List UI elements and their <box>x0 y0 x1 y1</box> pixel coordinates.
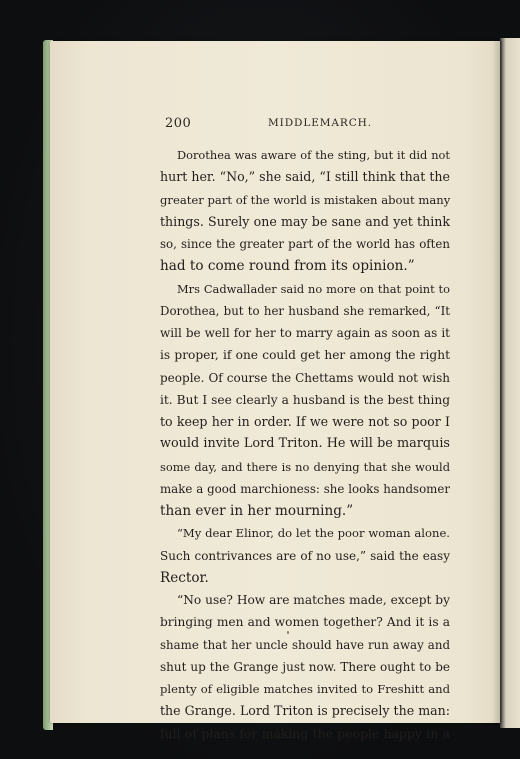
text-line: Mrs Cadwallader said no more on that point to <box>177 281 450 296</box>
page-header <box>165 116 455 134</box>
text-line: Such contrivances are of no use,” said the easy <box>160 548 450 563</box>
text-line: than ever in her mourning.” <box>160 503 354 519</box>
text-line: bringing men and women together? And it is a <box>160 615 450 630</box>
text-line: is proper, if one could get her among the right <box>160 348 450 363</box>
text-line: had to come round from its opinion.” <box>160 258 415 275</box>
facing-page-edge <box>500 38 520 728</box>
text-line: “No use? How are matches made, except by <box>177 593 450 607</box>
text-line: Rector. <box>160 569 209 586</box>
body-text <box>160 144 450 745</box>
text-line: make a good marchioness: she looks handsomer <box>160 481 450 496</box>
text-line: so, since the greater part of the world has often <box>160 237 450 251</box>
text-line: hurt her. “No,” she said, “I still think that the <box>160 169 450 185</box>
gutter-shadow <box>492 41 502 723</box>
text-line: greater part of the world is mistaken about many <box>160 192 451 207</box>
page-number: 200 <box>165 116 192 131</box>
text-line: Dorothea, but to her husband she remarked, “It <box>160 303 450 318</box>
text-line: to keep her in order. If we were not so poor I <box>160 414 450 429</box>
text-line: some day, and there is no denying that she would <box>160 459 450 474</box>
text-line: plenty of eligible matches invited to Freshitt and <box>160 682 450 696</box>
running-head: MIDDLEMARCH. <box>268 117 372 129</box>
text-line: the Grange. Lord Triton is precisely the man: <box>160 703 450 719</box>
text-line: shame that her uncle should have run away and <box>160 637 450 652</box>
text-line: things. Surely one may be sane and yet think <box>160 213 450 229</box>
text-line: Dorothea was aware of the sting, but it did not <box>177 148 450 162</box>
text-line: “My dear Elinor, do let the poor woman alone. <box>177 526 450 541</box>
paper-speck <box>287 631 289 634</box>
text-line: people. Of course the Chettams would not wish <box>160 370 450 385</box>
text-line: it. But I see clearly a husband is the best thing <box>160 392 450 407</box>
text-line: would invite Lord Triton. He will be marquis <box>160 436 450 452</box>
text-line: will be well for her to marry again as soon as it <box>160 326 450 340</box>
text-line: shut up the Grange just now. There ought to be <box>160 659 450 674</box>
text-line: full of plans for making the people happy in a <box>160 725 450 741</box>
